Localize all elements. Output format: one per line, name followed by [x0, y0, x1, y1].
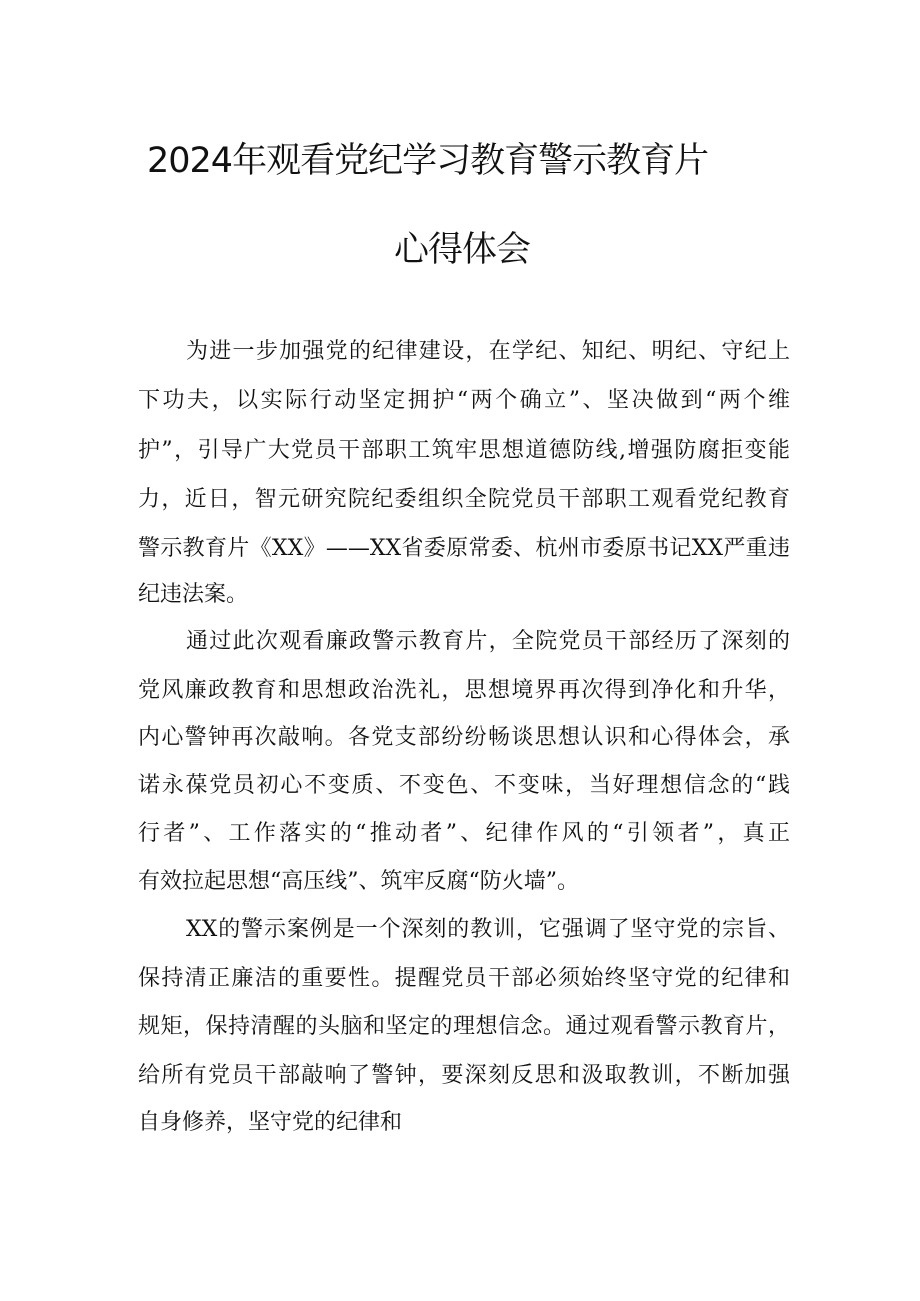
document-title-line-2: 心得体会 — [394, 230, 531, 270]
paragraph-line: XX的警示案例是一个深刻的教训，它强调了坚守党的宗旨、 — [186, 917, 790, 942]
paragraph-line: 规矩，保持清醒的头脑和坚定的理想信念。通过观看警示教育片， — [138, 1014, 790, 1039]
paragraph-line: 力，近日，智元研究院纪委组织全院党员干部职工观看党纪教育 — [138, 487, 790, 512]
paragraph-line: 内心警钟再次敲响。各党支部纷纷畅谈思想认识和心得体会，承 — [138, 725, 790, 750]
paragraph-line: 护”，引导广大党员干部职工筑牢思想道德防线,增强防腐拒变能 — [138, 438, 790, 463]
paragraph-line: 纪违法案。 — [138, 582, 249, 607]
paragraph-line: 自身修养，坚守党的纪律和 — [138, 1110, 403, 1135]
paragraph-line: 给所有党员干部敲响了警钟，要深刻反思和汲取教训，不断加强 — [138, 1063, 790, 1088]
paragraph-line: 保持清正廉洁的重要性。提醒党员干部必须始终坚守党的纪律和 — [138, 966, 790, 991]
paragraph-line: 警示教育片《XX》——XX省委原常委、杭州市委原书记XX严重违 — [138, 536, 790, 561]
paragraph-line: 有效拉起思想“高压线”、筑牢反腐“防火墙”。 — [138, 869, 579, 894]
paragraph-line: 党风廉政教育和思想政治洗礼，思想境界再次得到净化和升华， — [138, 678, 790, 703]
paragraph-line: 诺永葆党员初心不变质、不变色、不变味，当好理想信念的“践 — [138, 773, 790, 798]
paragraph-line: 通过此次观看廉政警示教育片，全院党员干部经历了深刻的 — [186, 629, 790, 654]
paragraph-line: 行者”、工作落实的“推动者”、纪律作风的“引领者”，真正 — [138, 821, 790, 846]
paragraph-line: 为进一步加强党的纪律建设，在学纪、知纪、明纪、守纪上 — [186, 339, 790, 364]
paragraph-line: 下功夫，以实际行动坚定拥护“两个确立”、坚决做到“两个维 — [138, 388, 790, 413]
document-title-line-1: 2024年观看党纪学习教育警示教育片 — [147, 141, 709, 181]
